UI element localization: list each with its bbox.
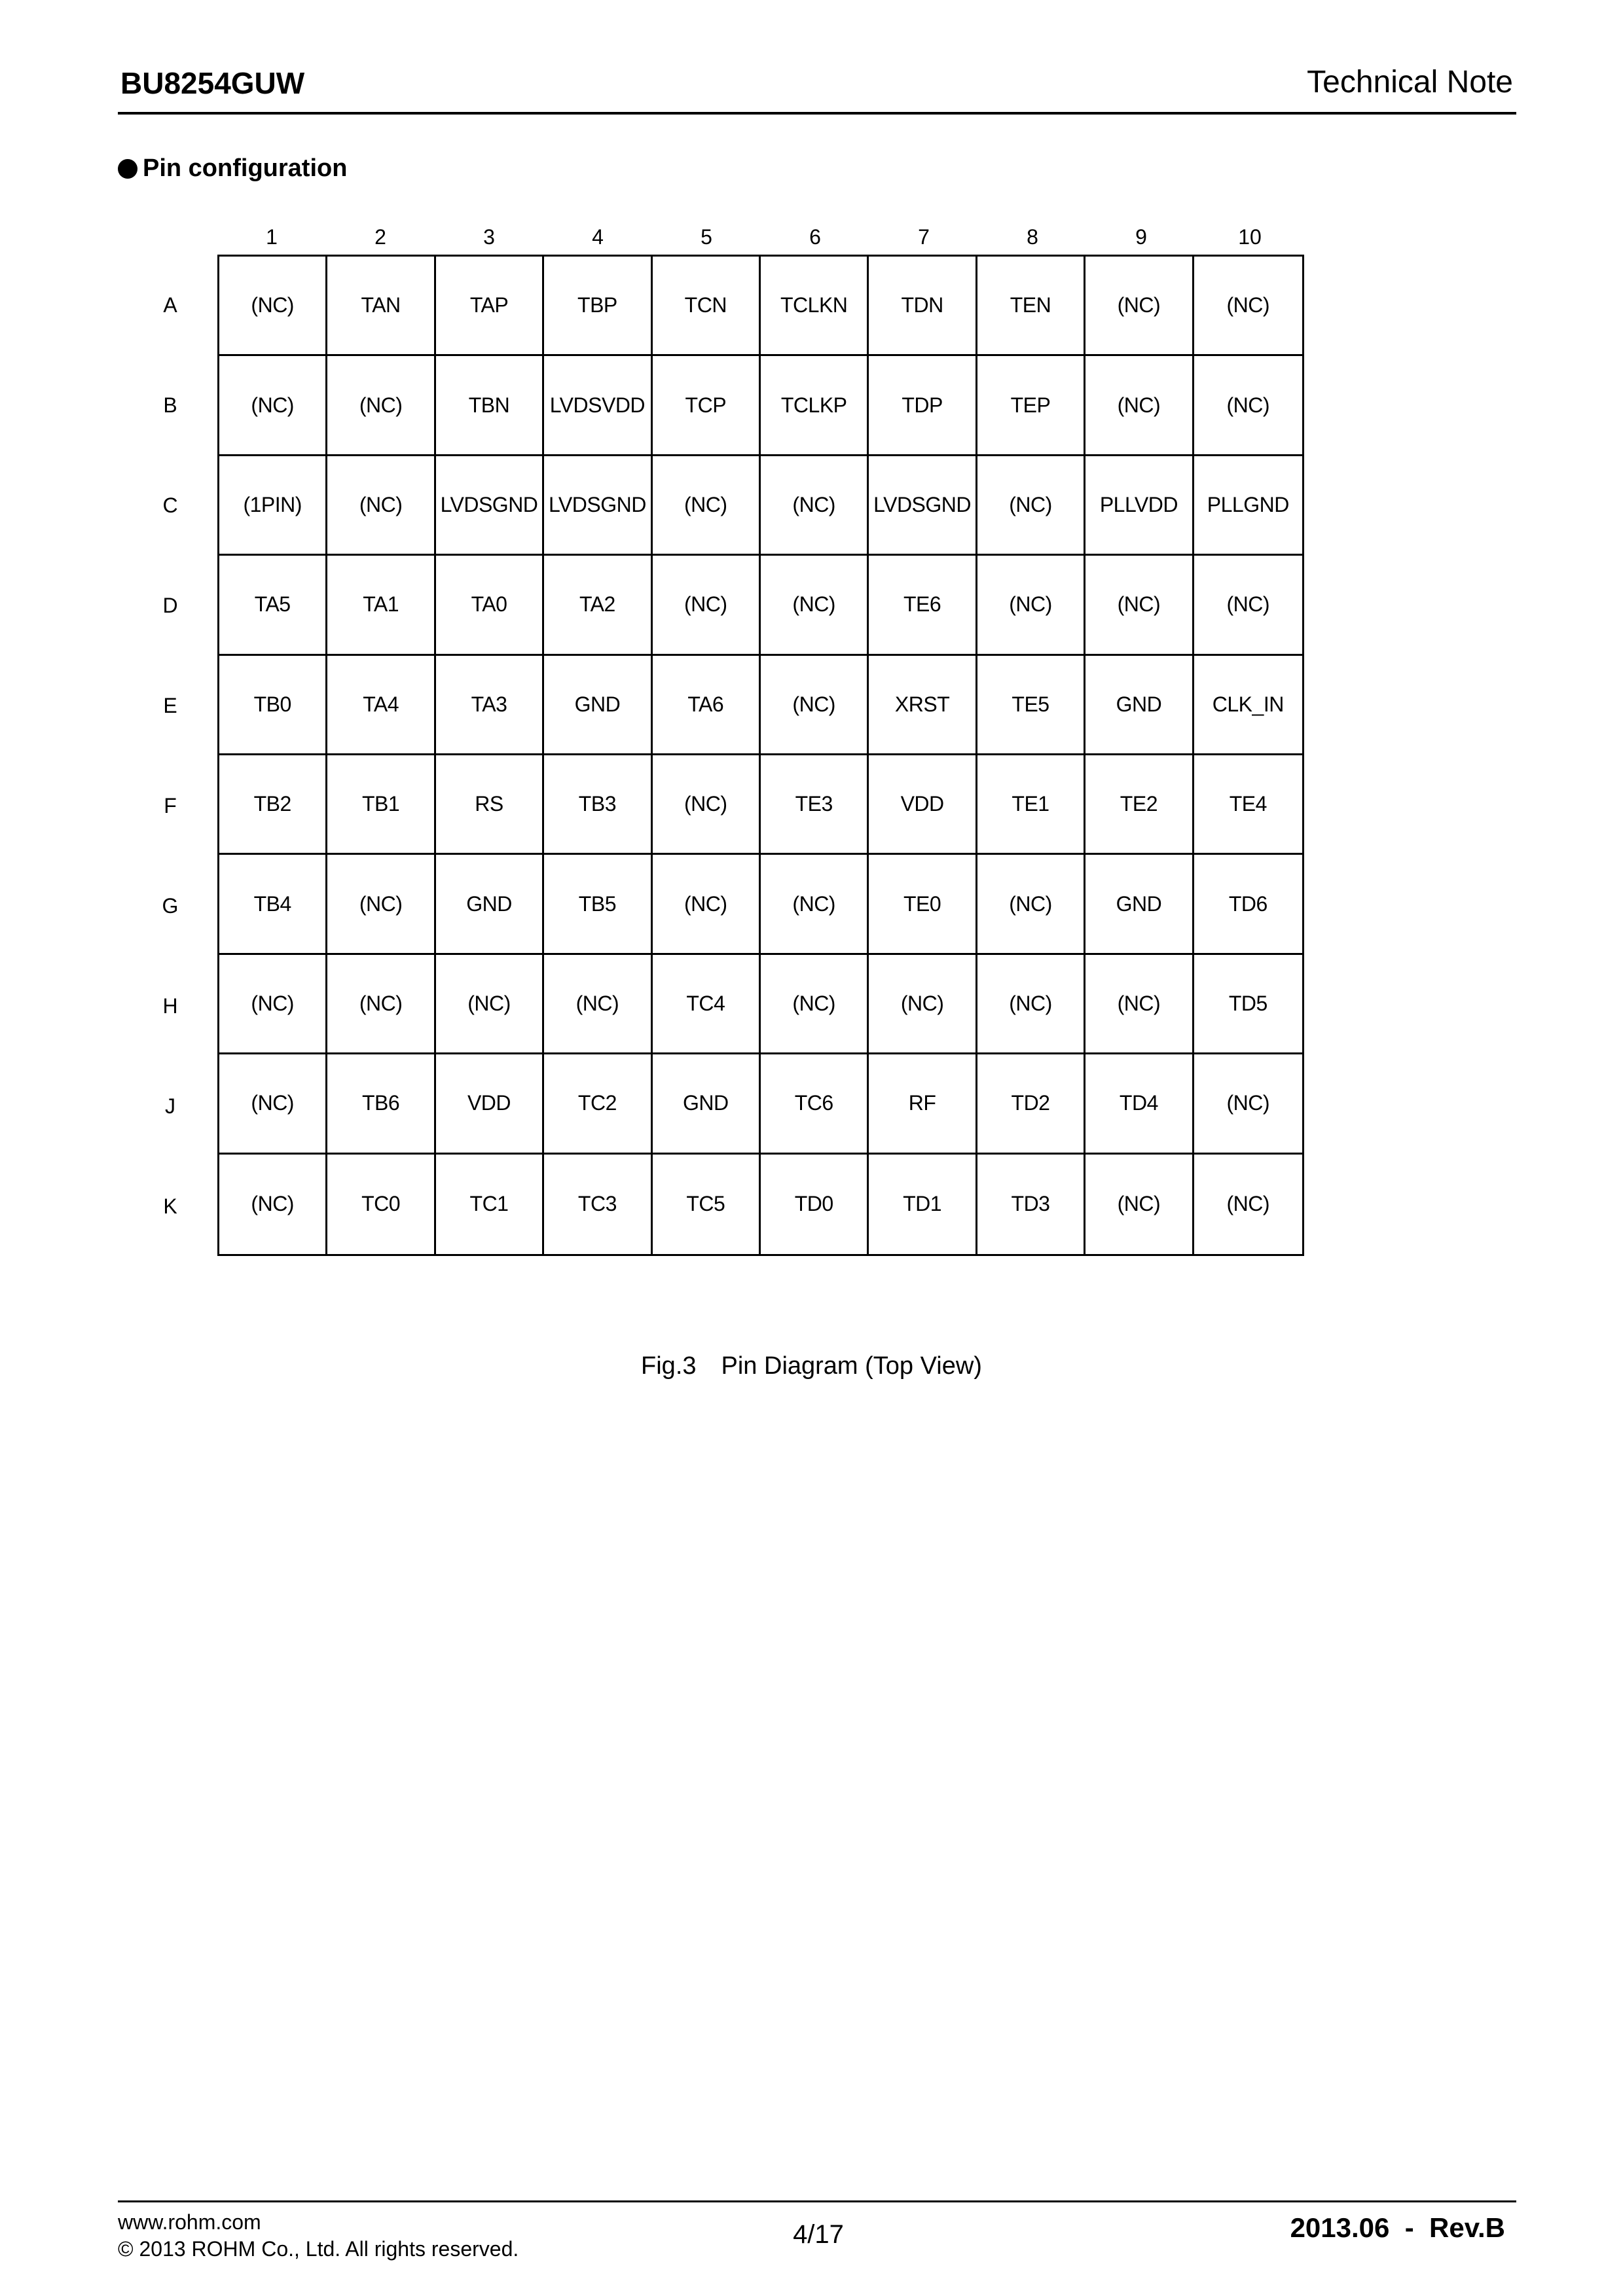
row-header: F [164,793,177,817]
pin-cell: TEN [977,257,1085,356]
pin-cell: TBN [436,356,544,456]
column-header: 8 [1027,225,1038,249]
column-header: 4 [592,225,604,249]
column-header: 10 [1238,225,1262,249]
pin-cell: TC0 [327,1155,435,1254]
document-title: BU8254GUW [120,66,305,100]
pin-cell: XRST [869,656,977,755]
column-header: 9 [1135,225,1147,249]
row-header: K [163,1194,177,1218]
pin-cell: (NC) [436,955,544,1054]
pin-cell: TCLKN [761,257,869,356]
pin-cell: TCN [653,257,761,356]
pin-cell: (1PIN) [219,456,327,556]
pin-grid [217,255,1304,1256]
column-header: 5 [701,225,712,249]
pin-cell: (NC) [1194,1054,1302,1154]
pin-cell: (NC) [1085,356,1194,456]
pin-cell: (NC) [327,356,435,456]
pin-cell: VDD [436,1054,544,1154]
pin-cell: TA4 [327,656,435,755]
pin-cell: (NC) [761,556,869,655]
pin-cell: TB5 [544,855,652,954]
pin-cell: (NC) [219,257,327,356]
pin-cell: (NC) [977,456,1085,556]
pin-cell: TD1 [869,1155,977,1254]
page-number: 4/17 [793,2220,844,2249]
column-header: 2 [374,225,386,249]
pin-cell: TC2 [544,1054,652,1154]
pin-cell: TCLKP [761,356,869,456]
row-header: D [162,593,178,617]
pin-cell: (NC) [1085,955,1194,1054]
pin-cell: TE0 [869,855,977,954]
pin-cell: TAP [436,257,544,356]
pin-cell: TB2 [219,755,327,855]
bullet-icon [118,159,137,179]
pin-cell: (NC) [327,955,435,1054]
pin-cell: TDP [869,356,977,456]
pin-cell: TA2 [544,556,652,655]
pin-cell: TB0 [219,656,327,755]
pin-cell: (NC) [653,755,761,855]
row-header: E [163,693,177,717]
pin-cell: GND [1085,656,1194,755]
pin-cell: TCP [653,356,761,456]
pin-cell: LVDSGND [869,456,977,556]
section-heading [118,154,347,183]
pin-cell: TE1 [977,755,1085,855]
pin-cell: (NC) [219,356,327,456]
section-heading-text: Pin configuration [143,154,348,182]
row-header: H [162,994,178,1018]
pin-cell: GND [1085,855,1194,954]
pin-cell: TC3 [544,1155,652,1254]
pin-cell: TD6 [1194,855,1302,954]
pin-cell: GND [653,1054,761,1154]
pin-cell: TD2 [977,1054,1085,1154]
pin-cell: TD4 [1085,1054,1194,1154]
figure-caption [0,1352,1623,1380]
pin-cell: TD3 [977,1155,1085,1254]
pin-cell: (NC) [761,855,869,954]
pin-cell: (NC) [327,855,435,954]
pin-cell: TA0 [436,556,544,655]
figure-title: Pin Diagram (Top View) [721,1352,982,1380]
pin-cell: (NC) [761,955,869,1054]
footer-divider [118,2200,1516,2202]
pin-cell: TB1 [327,755,435,855]
pin-cell: (NC) [653,855,761,954]
footer-url: www.rohm.com [118,2210,261,2234]
pin-cell: TA1 [327,556,435,655]
pin-cell: LVDSVDD [544,356,652,456]
pin-cell: TDN [869,257,977,356]
pin-cell: TB3 [544,755,652,855]
pin-cell: TAN [327,257,435,356]
pin-cell: RS [436,755,544,855]
pin-cell: TC1 [436,1155,544,1254]
revision: 2013.06 - Rev.B [1290,2212,1505,2243]
pin-cell: TBP [544,257,652,356]
header-divider [118,112,1516,115]
row-header: C [162,493,178,517]
pin-cell: GND [436,855,544,954]
pin-cell: (NC) [1194,556,1302,655]
pin-cell: TE5 [977,656,1085,755]
document-type: Technical Note [1307,65,1513,99]
pin-cell: TD5 [1194,955,1302,1054]
row-header: G [162,893,179,918]
pin-cell: RF [869,1054,977,1154]
pin-cell: (NC) [977,855,1085,954]
pin-cell: LVDSGND [544,456,652,556]
row-header: J [165,1094,175,1118]
pin-cell: TE3 [761,755,869,855]
row-header: B [163,393,177,417]
pin-cell: (NC) [219,1054,327,1154]
pin-cell: TB4 [219,855,327,954]
pin-cell: CLK_IN [1194,656,1302,755]
pin-cell: TA3 [436,656,544,755]
column-header: 7 [918,225,930,249]
pin-cell: TEP [977,356,1085,456]
column-header: 3 [483,225,495,249]
footer-copyright: © 2013 ROHM Co., Ltd. All rights reserved. [118,2237,519,2261]
pin-cell: TE2 [1085,755,1194,855]
pin-cell: TD0 [761,1155,869,1254]
pin-cell: (NC) [1085,556,1194,655]
pin-cell: (NC) [1194,257,1302,356]
pin-cell: (NC) [1194,356,1302,456]
pin-cell: (NC) [977,556,1085,655]
pin-cell: TA5 [219,556,327,655]
figure-number: Fig.3 [641,1352,697,1380]
pin-cell: (NC) [1085,257,1194,356]
pin-cell: (NC) [1226,1192,1270,1216]
pin-cell: (NC) [544,955,652,1054]
pin-cell: TC6 [761,1054,869,1154]
pin-cell: (NC) [219,955,327,1054]
pin-cell: (NC) [977,955,1085,1054]
pin-cell: TA6 [653,656,761,755]
pin-cell: PLLVDD [1085,456,1194,556]
pin-cell: TC5 [653,1155,761,1254]
row-header: A [163,293,177,317]
pin-cell: (NC) [653,456,761,556]
pin-cell: (NC) [327,456,435,556]
pin-cell: (NC) [219,1155,327,1254]
pin-cell: (NC) [1085,1155,1194,1254]
pin-cell: (NC) [653,556,761,655]
pin-cell: LVDSGND [436,456,544,556]
pin-cell: TB6 [327,1054,435,1154]
pin-cell: VDD [869,755,977,855]
pin-cell: (NC) [761,656,869,755]
column-header: 6 [809,225,821,249]
pin-cell: GND [544,656,652,755]
pin-cell: (NC) [761,456,869,556]
pin-cell: TE4 [1194,755,1302,855]
pin-cell: TC4 [653,955,761,1054]
column-header: 1 [266,225,278,249]
pin-cell: TE6 [869,556,977,655]
pin-cell: PLLGND [1194,456,1302,556]
pin-cell: (NC) [869,955,977,1054]
